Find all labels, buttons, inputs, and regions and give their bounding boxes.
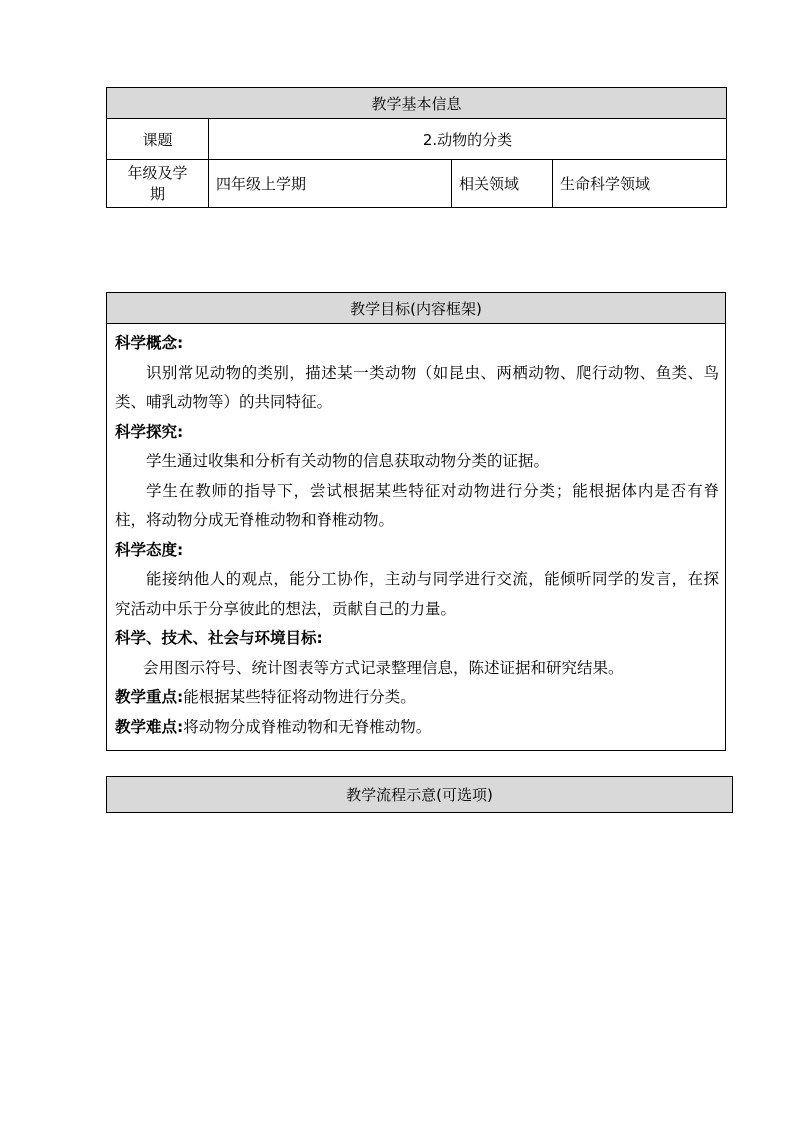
inquiry-heading: 科学探究:: [115, 422, 184, 441]
stse-heading: 科学、技术、社会与环境目标:: [115, 629, 323, 647]
topic-value: 2.动物的分类: [209, 119, 727, 160]
domain-value: 生命科学领域: [553, 160, 727, 208]
objectives-table: [106, 292, 726, 751]
basic-info-table: [106, 87, 727, 208]
inquiry-text-1: 学生通过收集和分析有关动物的信息获取动物分类的证据。: [146, 452, 550, 470]
flow-table: [106, 776, 733, 813]
grade-label-line1: 年级及学: [127, 163, 188, 182]
grade-label-line2: 期: [149, 184, 165, 203]
key-point-label: 教学重点:: [115, 688, 184, 706]
objectives-header: 教学目标(内容框架): [107, 293, 726, 324]
stse-text: 会用图示符号、统计图表等方式记录整理信息，陈述证据和研究结果。: [143, 658, 624, 677]
domain-label: 相关领域: [452, 160, 553, 208]
key-point-text: 能根据某些特征将动物进行分类。: [183, 688, 416, 706]
key-point: [115, 683, 719, 713]
concept-heading: 科学概念:: [115, 334, 184, 352]
objectives-content: [107, 324, 726, 751]
concept-text: 识别常见动物的类别，描述某一类动物（如昆虫、两栖动物、爬行动物、鱼类、鸟类、哺乳动物等）的共同特征。: [115, 363, 719, 411]
attitude-text: 能接纳他人的观点，能分工协作，主动与同学进行交流，能倾听同学的发言，在探究活动中乐于分享彼此的想法，贡献自己的力量。: [115, 570, 719, 618]
difficulty: [115, 713, 719, 743]
difficulty-text: 将动物分成脊椎动物和无脊椎动物。: [183, 717, 432, 736]
difficulty-label: 教学难点:: [115, 717, 184, 736]
flow-header: 教学流程示意(可选项): [107, 777, 733, 813]
grade-label: [107, 160, 209, 208]
basic-info-header: 教学基本信息: [107, 88, 727, 119]
grade-value: 四年级上学期: [209, 160, 452, 208]
attitude-heading: 科学态度:: [115, 540, 184, 559]
topic-label: 课题: [107, 119, 209, 160]
inquiry-text-2: 学生在教师的指导下，尝试根据某些特征对动物进行分类；能根据体内是否有脊柱，将动物分成无脊椎动物和脊椎动物。: [115, 481, 719, 529]
